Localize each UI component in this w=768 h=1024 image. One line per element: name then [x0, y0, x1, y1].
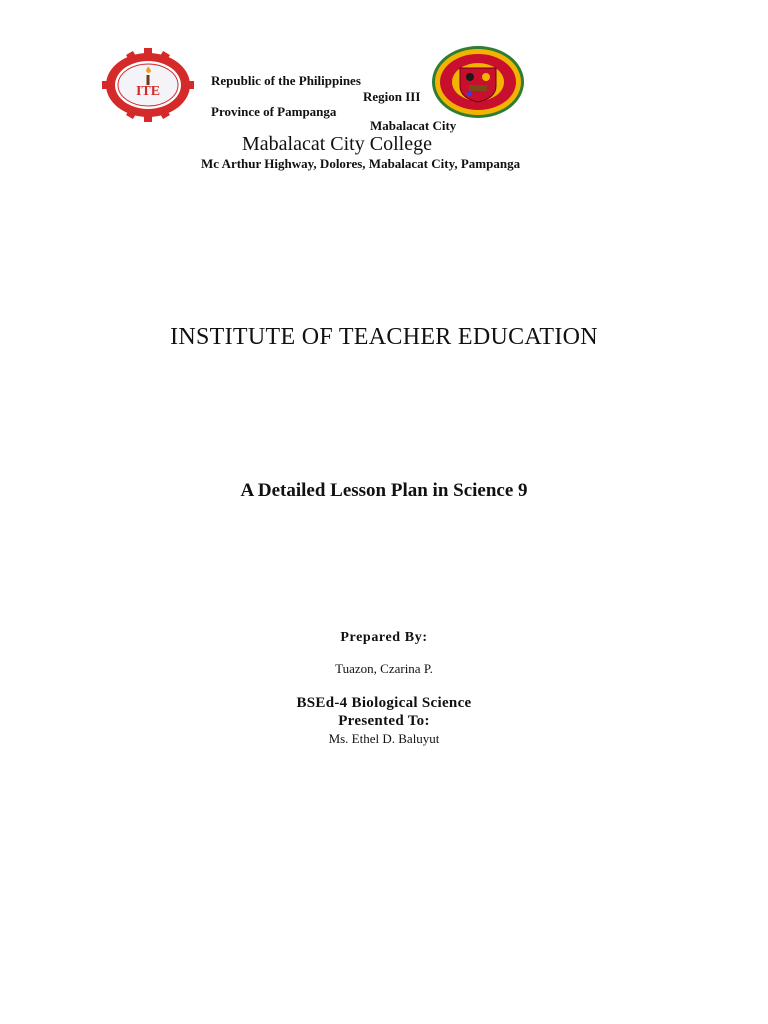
mcc-seal-icon [430, 44, 526, 120]
presented-to-label: Presented To: [338, 713, 430, 729]
header-region: Region III [363, 89, 421, 104]
presented-to-name: Ms. Ethel D. Baluyut [328, 731, 440, 746]
header-city: Mabalacat City [370, 118, 457, 133]
prepared-by-label: Prepared By: [340, 630, 428, 645]
lesson-plan-title: A Detailed Lesson Plan in Science 9 [240, 480, 528, 501]
header-republic: Republic of the Philippines [211, 73, 361, 88]
ite-seal-icon [101, 48, 195, 122]
degree-program: BSEd-4 Biological Science [296, 695, 472, 711]
header-college-name: Mabalacat City College [242, 133, 432, 155]
header-address: Mc Arthur Highway, Dolores, Mabalacat City, Pampanga [201, 156, 521, 171]
header-province: Province of Pampanga [211, 104, 337, 119]
institute-title: INSTITUTE OF TEACHER EDUCATION [170, 324, 598, 350]
ite-seal-mark: ITE [135, 84, 161, 99]
mcc-seal-logo [430, 44, 526, 120]
prepared-by-name: Tuazon, Czarina P. [335, 661, 433, 676]
ite-seal-logo [101, 48, 195, 122]
